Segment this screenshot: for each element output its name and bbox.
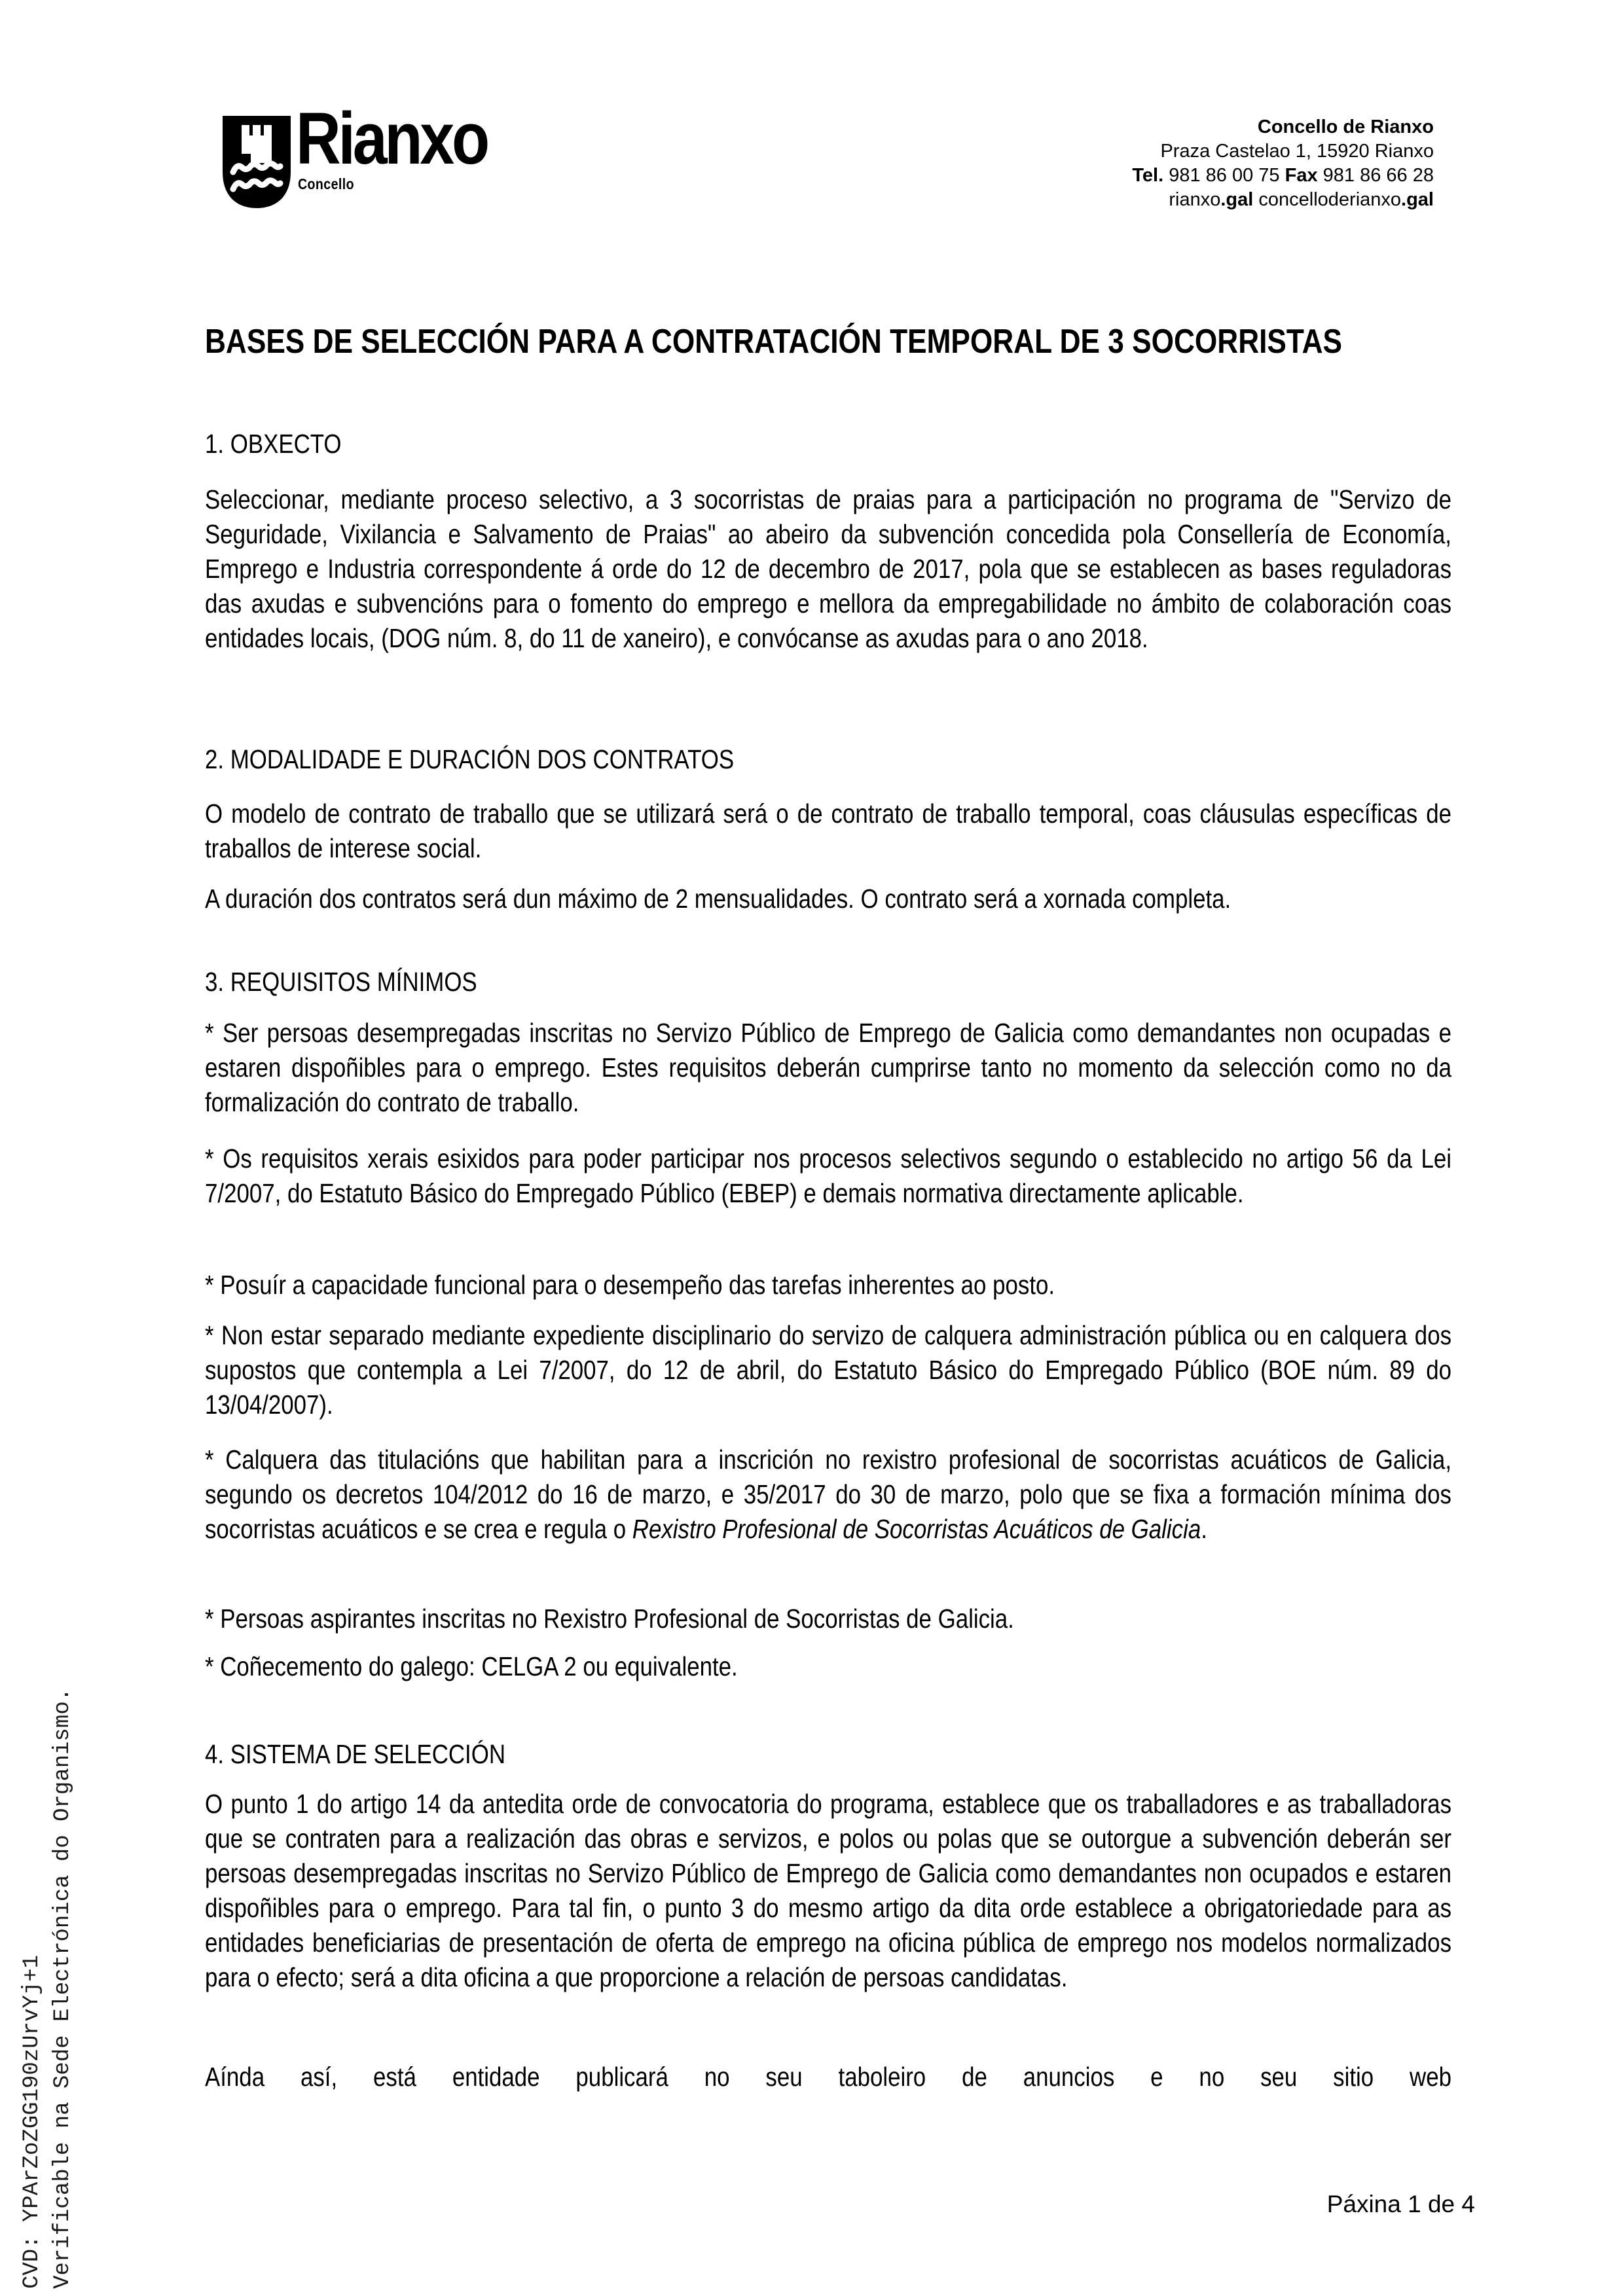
section-3-requirement-7: * Coñecemento do galego: CELGA 2 ou equivalente.: [205, 1651, 738, 1681]
website-primary: rianxo: [1169, 189, 1221, 210]
contact-org-name: [1132, 115, 1434, 139]
section-3-requirement-3: * Posuír a capacidade funcional para o desempeño das tarefas inherentes ao posto.: [205, 1270, 1055, 1300]
section-2-heading: 2. MODALIDADE E DURACIÓN DOS CONTRATOS: [205, 744, 735, 774]
section-3-requirement-1: * Ser persoas desempregadas inscritas no Servizo Público de Emprego de Galicia como demandantes non ocupadas e estaren dispoñibles para o emprego. Estes requisitos deberán cumprirse tanto no momento da selección como no da formalización do contrato de traballo.: [205, 1018, 1451, 1117]
section-2-paragraph-1: O modelo de contrato de traballo que se utilizará será o de contrato de traballo temporal, coas cláusulas específicas de traballos de interese social.: [205, 798, 1451, 863]
requirement-5-registry-name: Rexistro Profesional de Socorristas Acuáticos de Galicia: [632, 1514, 1201, 1544]
fax-label: Fax: [1285, 165, 1318, 186]
website-primary-tld: .gal: [1220, 189, 1254, 210]
tel-number: 981 86 00 75: [1163, 165, 1285, 186]
section-4-heading: 4. SISTEMA DE SELECCIÓN: [205, 1739, 505, 1769]
section-3-requirement-4: * Non estar separado mediante expediente disciplinario do servizo de calquera administración pública ou en calquera dos supostos que contempla a Lei 7/2007, do 12 de abril, do Estatuto Básico do Empregado Público (BOE núm. 89 do 13/04/2007).: [205, 1320, 1451, 1420]
section-4-paragraph-2: Aínda así, está entidade publicará no seu taboleiro de anuncios e no seu sitio web: [205, 2062, 1451, 2092]
tel-label: Tel.: [1132, 165, 1164, 186]
digital-verification-sidebar: [17, 1688, 79, 2289]
section-3-requirement-2: * Os requisitos xerais esixidos para poder participar nos procesos selectivos segundo o establecido no artigo 56 da Lei 7/2007, do Estatuto Básico do Empregado Público (EBEP) e demais normativa directamente aplicable.: [205, 1143, 1451, 1208]
requirement-5-text: * Calquera das titulacións que habilitan para a inscrición no rexistro profesional de socorristas acuáticos de Galicia, segundo os decretos 104/2012 do 16 de marzo, e 35/2017 do 30 de marzo, polo que se fixa a formación mínima dos socorristas acuáticos e se crea e regula o: [205, 1444, 1451, 1544]
section-2-paragraph-2: A duración dos contratos será dun máximo de 2 mensualidades. O contrato será a xornada completa.: [205, 884, 1231, 914]
section-3-requirement-5: [205, 1443, 1451, 1547]
contact-org-name-text: Concello de Rianxo: [1257, 117, 1434, 137]
section-3-requirement-6: * Persoas aspirantes inscritas no Rexistro Profesional de Socorristas de Galicia.: [205, 1604, 1014, 1634]
section-1-heading: 1. OBXECTO: [205, 429, 342, 459]
website-secondary-tld: .gal: [1401, 189, 1434, 210]
rianxo-shield-icon: [223, 116, 291, 211]
brand-wordmark: Rianxo: [296, 98, 487, 179]
section-1-paragraph-1: Seleccionar, mediante proceso selectivo, a 3 socorristas de praias para a participación no programa de "Servizo de Seguridade, Vixilancia e Salvamento de Praias" ao abeiro da subvención concedida pola Consellería de Economía, Emprego e Industria correspondente á orde do 12 de decembro de 2017, pola que se establecen as bases reguladoras das axudas e subvencións para o fomento do emprego e mellora da empregabilidade no ámbito de colaboración coas entidades locais, (DOG núm. 8, do 11 de xaneiro), e convócanse as axudas para o ano 2018.: [205, 484, 1451, 653]
section-3-heading: 3. REQUISITOS MÍNIMOS: [205, 967, 477, 997]
requirement-5-period: .: [1201, 1514, 1207, 1544]
contact-websites: [1132, 188, 1434, 212]
page-number-indicator: Páxina 1 de 4: [1326, 2191, 1475, 2217]
verification-note: Verificable na Sede Electrónica do Organismo.: [50, 1687, 75, 2289]
contact-address: Praza Castelao 1, 15920 Rianxo: [1160, 141, 1434, 162]
brand-department-label: Concello: [298, 175, 354, 192]
website-secondary: concelloderianxo: [1253, 189, 1402, 210]
fax-number: 981 86 66 28: [1317, 165, 1434, 186]
section-4-paragraph-1: O punto 1 do artigo 14 da antedita orde de convocatoria do programa, establece que os traballadores e as traballadoras que se contraten para a realización das obras e servizos, e polos ou polas que se outorgue a subvención deberán ser persoas desempregadas inscritas no Servizo Público de Emprego de Galicia como demandantes non ocupados e estaren dispoñibles para o emprego. Para tal fin, o punto 3 do mesmo artigo da dita orde establece a obrigatoriedade para as entidades beneficiarias de presentación de oferta de emprego na oficina pública de emprego nos modelos normalizados para o efecto; será a dita oficina a que proporcione a relación de persoas candidatas.: [205, 1789, 1451, 1992]
header-contact-block: [1132, 115, 1434, 212]
cvd-code: CVD: YPArZoZGG190zUrvYj+1: [20, 1954, 45, 2289]
contact-phone-fax: [1132, 164, 1434, 188]
document-title: BASES DE SELECCIÓN PARA A CONTRATACIÓN TEMPORAL DE 3 SOCORRISTAS: [205, 323, 1343, 361]
